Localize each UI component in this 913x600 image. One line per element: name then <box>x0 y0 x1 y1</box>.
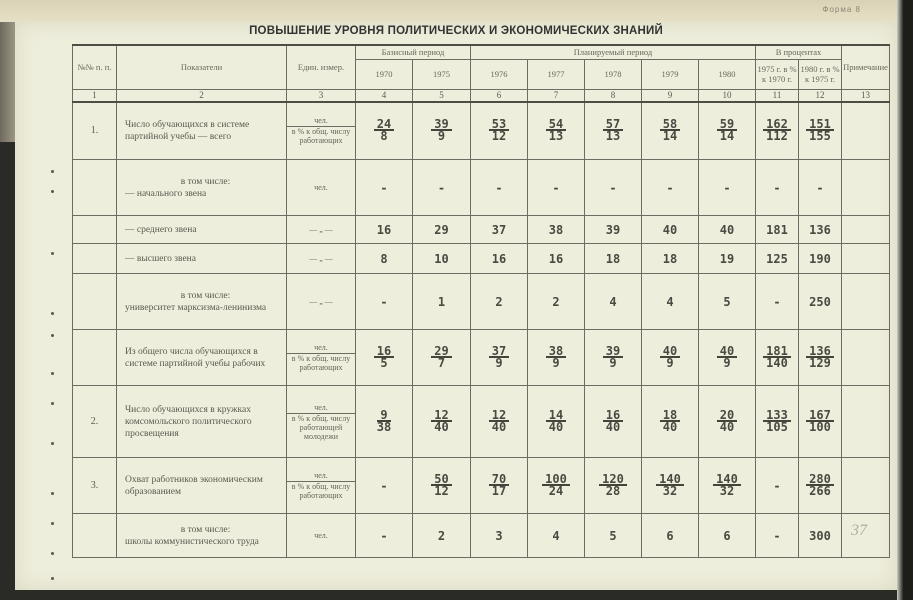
row-label <box>117 514 287 558</box>
fraction-numerator: 100 <box>542 474 570 486</box>
fraction-value <box>431 471 451 498</box>
fraction-value <box>806 343 834 370</box>
row-number <box>73 330 117 386</box>
row-sublabel: в том числе: <box>180 524 231 535</box>
value-cell <box>585 458 642 514</box>
header-year: 1977 <box>528 59 585 89</box>
value-cell: 16 <box>356 216 413 244</box>
fraction-value <box>763 116 791 143</box>
fraction-value <box>713 471 741 498</box>
value-cell: 19 <box>699 244 756 274</box>
column-number: 3 <box>287 89 356 102</box>
header-unit: Един. измер. <box>287 45 356 89</box>
note-cell <box>842 244 890 274</box>
value-cell: 125 <box>756 244 799 274</box>
fraction-denominator: 40 <box>719 419 735 434</box>
row-label-text: — среднего звена <box>125 224 197 235</box>
value-cell: 18 <box>642 244 699 274</box>
table-row <box>73 514 890 558</box>
fraction-numerator: 162 <box>763 119 791 131</box>
value-cell: - <box>642 160 699 216</box>
fraction-value <box>603 343 623 370</box>
note-cell <box>842 386 890 458</box>
header-base-period: Базисный период <box>356 45 471 59</box>
fraction-denominator: 5 <box>380 355 388 370</box>
value-cell: 16 <box>471 244 528 274</box>
column-number: 10 <box>699 89 756 102</box>
unit-people: чел. <box>287 471 355 482</box>
table-row <box>73 160 890 216</box>
table-row <box>73 102 890 160</box>
fraction-numerator: 57 <box>603 119 623 131</box>
value-cell <box>799 102 842 160</box>
fraction-numerator: 167 <box>806 410 834 422</box>
fraction-value <box>660 343 680 370</box>
value-cell: 4 <box>585 274 642 330</box>
fraction-numerator: 29 <box>431 346 451 358</box>
fraction-numerator: 50 <box>431 474 451 486</box>
column-number: 2 <box>117 89 287 102</box>
row-label <box>117 244 287 274</box>
row-label-text: Число обучающихся в кружках комсомольского политического просвещения <box>125 404 252 439</box>
value-cell: - <box>756 514 799 558</box>
note-cell <box>842 160 890 216</box>
fraction-numerator: 39 <box>431 119 451 131</box>
row-number <box>73 216 117 244</box>
fraction-value <box>546 407 566 434</box>
value-cell: - <box>756 274 799 330</box>
value-cell <box>799 386 842 458</box>
fraction-denominator: 12 <box>491 128 507 143</box>
fraction-numerator: 54 <box>546 119 566 131</box>
fraction-numerator: 38 <box>546 346 566 358</box>
unit-percent: в % к общ. числу работающих <box>291 482 351 500</box>
header-year: 1979 <box>642 59 699 89</box>
fraction-value <box>374 116 394 143</box>
fraction-numerator: 59 <box>717 119 737 131</box>
fraction-numerator: 14 <box>546 410 566 422</box>
previous-page-edge <box>0 0 913 24</box>
header-percent-ratio: 1975 г. в % к 1970 г. <box>756 59 799 89</box>
row-label-text: — высшего звена <box>125 253 196 264</box>
fraction-value <box>717 407 737 434</box>
fraction-numerator: 40 <box>660 346 680 358</box>
value-cell <box>799 330 842 386</box>
fraction-numerator: 151 <box>806 119 834 131</box>
value-cell: 250 <box>799 274 842 330</box>
value-cell: - <box>356 160 413 216</box>
table-row <box>73 216 890 244</box>
fraction-numerator: 136 <box>806 346 834 358</box>
row-number: 2. <box>73 386 117 458</box>
value-cell <box>471 102 528 160</box>
value-cell <box>642 330 699 386</box>
fraction-numerator: 140 <box>713 474 741 486</box>
fraction-value <box>431 116 451 143</box>
fraction-numerator: 9 <box>377 410 391 422</box>
knowledge-table <box>72 44 890 558</box>
fraction-denominator: 8 <box>380 128 388 143</box>
value-cell: 39 <box>585 216 642 244</box>
row-number: 1. <box>73 102 117 160</box>
fraction-value <box>599 471 627 498</box>
header-year: 1978 <box>585 59 642 89</box>
value-cell: 6 <box>642 514 699 558</box>
row-unit: чел. <box>287 514 356 558</box>
fraction-numerator: 58 <box>660 119 680 131</box>
fraction-value <box>806 471 834 498</box>
value-cell: 29 <box>413 216 471 244</box>
row-label-text: Число обучающихся в системе партийной учебы — всего <box>125 119 250 142</box>
header-note: Примечание <box>842 45 890 89</box>
column-number: 8 <box>585 89 642 102</box>
row-number <box>73 244 117 274</box>
fraction-denominator: 105 <box>766 419 788 434</box>
fraction-numerator: 18 <box>660 410 680 422</box>
fraction-numerator: 70 <box>489 474 509 486</box>
row-label-text: Охват работников экономическим образованием <box>125 474 263 497</box>
fraction-value <box>806 407 834 434</box>
value-cell: 16 <box>528 244 585 274</box>
value-cell <box>642 102 699 160</box>
fraction-value <box>660 407 680 434</box>
row-label <box>117 102 287 160</box>
fraction-value <box>489 407 509 434</box>
row-number: 3. <box>73 458 117 514</box>
value-cell: - <box>699 160 756 216</box>
fraction-denominator: 24 <box>548 483 564 498</box>
fraction-value <box>431 407 451 434</box>
unit-people: чел. <box>287 343 355 354</box>
header-planned-period: Планируемый период <box>471 45 756 59</box>
fraction-numerator: 20 <box>717 410 737 422</box>
note-cell <box>842 216 890 244</box>
fraction-denominator: 14 <box>719 128 735 143</box>
row-unit <box>287 386 356 458</box>
column-number: 1 <box>73 89 117 102</box>
fraction-value <box>763 407 791 434</box>
fraction-value <box>717 116 737 143</box>
column-number: 11 <box>756 89 799 102</box>
value-cell: - <box>528 160 585 216</box>
value-cell <box>799 458 842 514</box>
value-cell: - <box>799 160 842 216</box>
fraction-denominator: 17 <box>491 483 507 498</box>
value-cell: 5 <box>585 514 642 558</box>
value-cell <box>756 330 799 386</box>
table-row <box>73 244 890 274</box>
value-cell <box>471 458 528 514</box>
fraction-denominator: 40 <box>434 419 449 434</box>
row-label <box>117 330 287 386</box>
value-cell <box>528 386 585 458</box>
fraction-numerator: 53 <box>489 119 509 131</box>
fraction-denominator: 7 <box>437 355 446 370</box>
unit-people: чел. <box>287 116 355 127</box>
value-cell <box>471 330 528 386</box>
value-cell: 4 <box>642 274 699 330</box>
row-label-text: Из общего числа обучающихся в системе партийной учебы рабочих <box>125 346 266 369</box>
row-number <box>73 274 117 330</box>
row-unit: — „ — <box>287 244 356 274</box>
value-cell <box>471 386 528 458</box>
fraction-value <box>489 116 509 143</box>
value-cell: 6 <box>699 514 756 558</box>
fraction-value <box>806 116 834 143</box>
fraction-denominator: 40 <box>548 419 564 434</box>
fraction-value <box>717 343 737 370</box>
value-cell <box>585 102 642 160</box>
row-unit: — „ — <box>287 216 356 244</box>
column-number: 12 <box>799 89 842 102</box>
row-number <box>73 514 117 558</box>
fraction-denominator: 266 <box>809 483 831 498</box>
table-row <box>73 386 890 458</box>
value-cell <box>756 386 799 458</box>
header-year: 1975 <box>413 59 471 89</box>
fraction-numerator: 12 <box>489 410 509 422</box>
value-cell: 18 <box>585 244 642 274</box>
fraction-denominator: 155 <box>809 128 831 143</box>
value-cell <box>585 330 642 386</box>
fraction-denominator: 13 <box>605 128 621 143</box>
value-cell: - <box>756 458 799 514</box>
fraction-denominator: 12 <box>434 483 449 498</box>
fraction-denominator: 32 <box>662 483 678 498</box>
fraction-value <box>763 343 791 370</box>
value-cell: 2 <box>471 274 528 330</box>
column-number: 7 <box>528 89 585 102</box>
value-cell <box>642 386 699 458</box>
fraction-denominator: 14 <box>662 128 678 143</box>
value-cell: 38 <box>528 216 585 244</box>
note-cell <box>842 274 890 330</box>
table-row <box>73 458 890 514</box>
fraction-numerator: 181 <box>763 346 791 358</box>
fraction-denominator: 13 <box>548 128 564 143</box>
table-row <box>73 330 890 386</box>
fraction-numerator: 280 <box>806 474 834 486</box>
document-page <box>15 22 897 590</box>
value-cell: 37 <box>471 216 528 244</box>
fraction-value <box>374 343 394 370</box>
fraction-numerator: 40 <box>717 346 737 358</box>
row-number <box>73 160 117 216</box>
fraction-value <box>431 343 451 370</box>
note-cell <box>842 330 890 386</box>
fraction-value <box>603 407 623 434</box>
value-cell <box>585 386 642 458</box>
value-cell: 4 <box>528 514 585 558</box>
fraction-value <box>656 471 684 498</box>
fraction-numerator: 39 <box>603 346 623 358</box>
fraction-value <box>660 116 680 143</box>
value-cell <box>413 330 471 386</box>
column-number: 6 <box>471 89 528 102</box>
unit-percent: в % к общ. числу работающей молодежи <box>291 413 351 441</box>
dark-background-edge <box>897 0 913 600</box>
value-cell <box>356 330 413 386</box>
fraction-numerator: 16 <box>603 410 623 422</box>
value-cell: - <box>756 160 799 216</box>
value-cell: 300 <box>799 514 842 558</box>
row-sublabel: в том числе: <box>180 176 231 187</box>
fraction-numerator: 133 <box>763 410 791 422</box>
unit-percent: в % к общ. числу работающих <box>291 127 351 146</box>
column-number: 13 <box>842 89 890 102</box>
note-cell <box>842 102 890 160</box>
column-number: 4 <box>356 89 413 102</box>
fraction-value <box>603 116 623 143</box>
row-label <box>117 386 287 458</box>
header-year: 1980 <box>699 59 756 89</box>
column-number: 5 <box>413 89 471 102</box>
value-cell: 8 <box>356 244 413 274</box>
row-sublabel: в том числе: <box>180 290 231 301</box>
value-cell: - <box>471 160 528 216</box>
value-cell: 40 <box>699 216 756 244</box>
value-cell: - <box>356 274 413 330</box>
fraction-value <box>546 343 566 370</box>
value-cell <box>356 386 413 458</box>
row-label <box>117 216 287 244</box>
fraction-denominator: 40 <box>662 419 678 434</box>
fraction-value <box>376 407 392 434</box>
column-number: 9 <box>642 89 699 102</box>
fraction-numerator: 120 <box>599 474 627 486</box>
value-cell <box>699 386 756 458</box>
header-percent: В процентах <box>756 45 842 59</box>
value-cell <box>642 458 699 514</box>
table-row <box>73 274 890 330</box>
row-unit <box>287 330 356 386</box>
value-cell: 40 <box>642 216 699 244</box>
fraction-denominator: 32 <box>719 483 735 498</box>
value-cell: - <box>356 458 413 514</box>
book-binding <box>0 22 15 142</box>
header-percent-ratio: 1980 г. в % к 1975 г. <box>799 59 842 89</box>
fraction-value <box>489 471 509 498</box>
form-label: Форма 8 <box>822 5 861 14</box>
fraction-denominator: 112 <box>766 128 788 143</box>
value-cell: 2 <box>413 514 471 558</box>
fraction-numerator: 12 <box>431 410 451 422</box>
fraction-denominator: 9 <box>609 355 617 370</box>
value-cell: 5 <box>699 274 756 330</box>
fraction-value <box>489 343 509 370</box>
value-cell: - <box>356 514 413 558</box>
value-cell <box>528 102 585 160</box>
fraction-numerator: 140 <box>656 474 684 486</box>
fraction-value <box>546 116 566 143</box>
fraction-numerator: 24 <box>374 119 394 131</box>
value-cell: 2 <box>528 274 585 330</box>
row-label-text: университет марксизма-ленинизма <box>125 302 267 313</box>
value-cell: 10 <box>413 244 471 274</box>
unit-people: чел. <box>287 403 355 414</box>
fraction-numerator: 16 <box>374 346 394 358</box>
fraction-denominator: 9 <box>666 355 674 370</box>
unit-percent: в % к общ. числу работающих <box>291 354 351 372</box>
value-cell: 181 <box>756 216 799 244</box>
value-cell: 136 <box>799 216 842 244</box>
fraction-denominator: 40 <box>491 419 507 434</box>
value-cell <box>528 330 585 386</box>
value-cell: 190 <box>799 244 842 274</box>
row-label <box>117 274 287 330</box>
header-indicators: Показатели <box>117 45 287 89</box>
fraction-denominator: 9 <box>437 128 446 143</box>
row-label-text: — начального звена <box>125 188 207 199</box>
header-year: 1976 <box>471 59 528 89</box>
row-label <box>117 458 287 514</box>
row-unit: — „ — <box>287 274 356 330</box>
row-unit <box>287 458 356 514</box>
value-cell: - <box>585 160 642 216</box>
value-cell <box>699 102 756 160</box>
row-unit <box>287 102 356 160</box>
fraction-denominator: 28 <box>605 483 621 498</box>
value-cell <box>413 102 471 160</box>
value-cell: - <box>413 160 471 216</box>
fraction-denominator: 9 <box>552 355 560 370</box>
row-label <box>117 160 287 216</box>
fraction-denominator: 40 <box>605 419 621 434</box>
value-cell <box>528 458 585 514</box>
value-cell: 3 <box>471 514 528 558</box>
header-num: №№ п. п. <box>73 45 117 89</box>
note-cell <box>842 458 890 514</box>
header-year: 1970 <box>356 59 413 89</box>
fraction-denominator: 129 <box>809 355 831 370</box>
value-cell <box>413 458 471 514</box>
fraction-value <box>542 471 570 498</box>
row-unit: чел. <box>287 160 356 216</box>
margin-mark: 37 <box>851 522 867 539</box>
value-cell <box>356 102 413 160</box>
fraction-numerator: 37 <box>489 346 509 358</box>
page-title: ПОВЫШЕНИЕ УРОВНЯ ПОЛИТИЧЕСКИХ И ЭКОНОМИЧЕСКИХ ЗНАНИЙ <box>249 25 663 37</box>
value-cell <box>699 330 756 386</box>
value-cell <box>699 458 756 514</box>
fraction-denominator: 140 <box>766 355 788 370</box>
row-label-text: школы коммунистического труда <box>125 536 259 547</box>
fraction-denominator: 38 <box>376 419 392 434</box>
fraction-denominator: 9 <box>495 355 503 370</box>
fraction-denominator: 100 <box>809 419 831 434</box>
value-cell <box>756 102 799 160</box>
value-cell: 1 <box>413 274 471 330</box>
value-cell <box>413 386 471 458</box>
fraction-denominator: 9 <box>723 355 731 370</box>
